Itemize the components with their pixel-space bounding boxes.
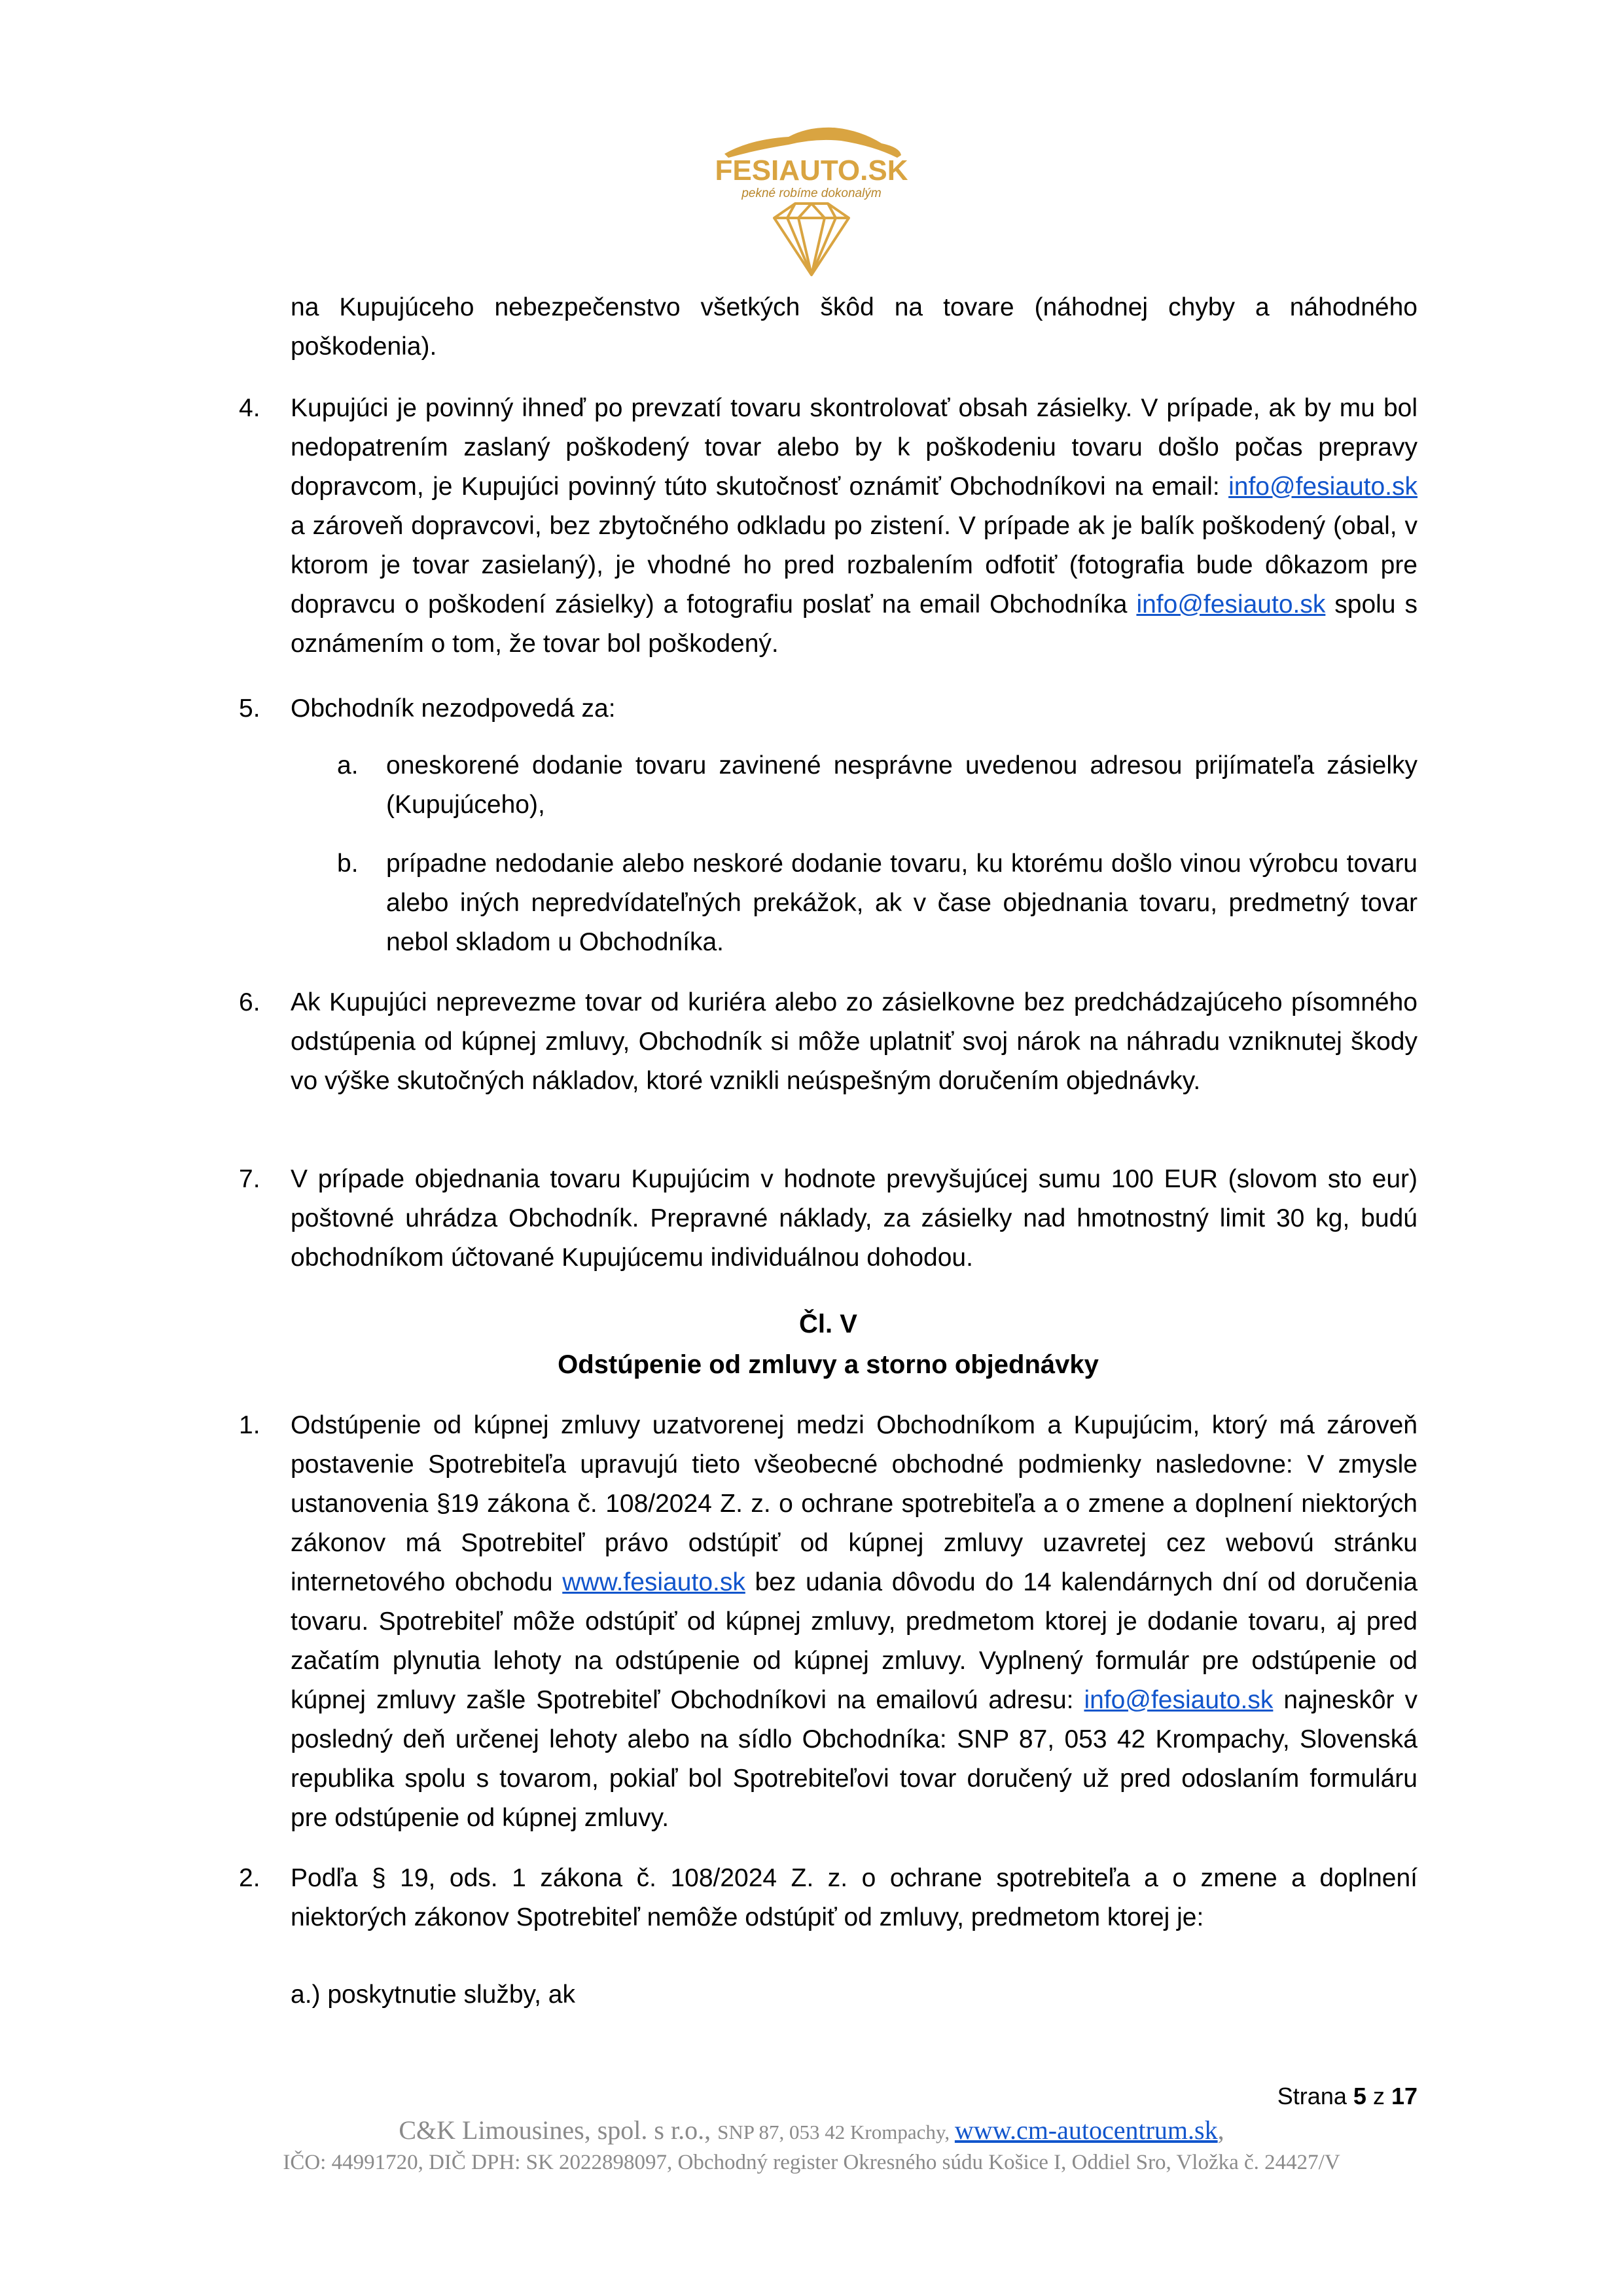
item-number: 1. xyxy=(239,1411,260,1439)
fesiauto-logo xyxy=(710,121,913,281)
car-silhouette-icon xyxy=(724,128,901,158)
item-number: 6. xyxy=(239,988,260,1016)
item-text: Podľa § 19, ods. 1 zákona č. 108/2024 Z. z. o ochrane spotrebiteľa a o zmene a doplnení niektorých zákonov Spotrebiteľ nemôže odstúpiť od zmluvy, predmetom ktorej je: xyxy=(291,1864,1418,1931)
item-text: Kupujúci je povinný ihneď po prevzatí tovaru skontrolovať obsah zásielky. V prípade, ak by mu bol nedopatrením zaslaný poškodený tovar alebo by k poškodeniu tovaru došlo počas prepravy dopravcom, je Kupujúci povinný túto skutočnosť oznámiť Obchodníkovi na email: info@fesiauto.sk a zároveň dopravcovi, bez zbytočného odkladu po zistení. V prípade ak je balík poškodený (obal, v ktorom je tovar zasielaný), je vhodné ho pred rozbalením odfotiť (fotografia bude dôkazom pre dopravcu o poškodení zásielky) a fotografiu poslať na email Obchodníka info@fesiauto.sk spolu s oznámením o tom, že tovar bol poškodený. xyxy=(291,394,1418,658)
logo-tagline: pekné robíme dokonalým xyxy=(741,187,882,200)
item-text: Odstúpenie od kúpnej zmluvy uzatvorenej medzi Obchodníkom a Kupujúcim, ktorý má zároveň postavenie Spotrebiteľa upravujú tieto všeobecné obchodné podmienky nasledovne: V zmysle ustanovenia §19 zákona č. 108/2024 Z. z. o ochrane spotrebiteľa a o zmene a doplnení niektorých zákonov má Spotrebiteľ právo odstúpiť od kúpnej zmluvy uzavretej cez webovú stránku internetového obchodu www.fesiauto.sk bez udania dôvodu do 14 kalendárnych dní od doručenia tovaru. Spotrebiteľ môže odstúpiť od kúpnej zmluvy, predmetom ktorej je dodanie tovaru, aj pred začatím plynutia lehoty na odstúpenie od kúpnej zmluvy. Vyplnený formulár pre odstúpenie od kúpnej zmluvy zašle Spotrebiteľ Obchodníkovi na emailovú adresu: info@fesiauto.sk najneskôr v posledný deň určenej lehoty alebo na sídlo Obchodníka: SNP 87, 053 42 Krompachy, Slovenská republika spolu s tovarom, pokiaľ bol Spotrebiteľovi tovar doručený už pred odoslaním formuláru pre odstúpenie od kúpnej zmluvy. xyxy=(291,1411,1418,1832)
sub-item-letter: b. xyxy=(337,850,359,878)
item-number: 7. xyxy=(239,1165,260,1193)
item-text: Obchodník nezodpovedá za: xyxy=(291,694,616,723)
email-link[interactable]: info@fesiauto.sk xyxy=(1084,1686,1274,1714)
section-number: Čl. V xyxy=(799,1310,857,1338)
sub-item-text: prípadne nedodanie alebo neskoré dodanie tovaru, ku ktorému došlo vinou výrobcu tovaru alebo iných nepredvídateľných prekážok, ak v čase objednania tovaru, predmetný tovar nebol skladom u Obchodníka. xyxy=(386,850,1418,956)
website-link[interactable]: www.fesiauto.sk xyxy=(562,1568,745,1596)
continuation-paragraph: na Kupujúceho nebezpečenstvo všetkých škôd na tovare (náhodnej chyby a náhodného poškodenia). xyxy=(291,293,1418,361)
logo-brand: FESIAUTO.SK xyxy=(715,154,908,187)
item-number: 4. xyxy=(239,394,260,422)
email-link[interactable]: info@fesiauto.sk xyxy=(1228,473,1418,501)
sub-item-letter: a. xyxy=(337,751,359,780)
item-number: 5. xyxy=(239,694,260,723)
item-text: Ak Kupujúci neprevezme tovar od kuriéra alebo zo zásielkovne bez predchádzajúceho písomného odstúpenia od kúpnej zmluvy, Obchodník si môže uplatniť svoj nárok na náhradu vzniknutej škody vo výške skutočných nákladov, ktoré vznikli neúspešným doručením objednávky. xyxy=(291,988,1418,1095)
section-title: Odstúpenie od zmluvy a storno objednávky xyxy=(558,1350,1099,1379)
sub-item-text: oneskorené dodanie tovaru zavinené nesprávne uvedenou adresou prijímateľa zásielky (Kupujúceho), xyxy=(386,751,1418,819)
page-number: Strana 5 z 17 xyxy=(1277,2083,1418,2109)
item-number: 2. xyxy=(239,1864,260,1892)
email-link[interactable]: info@fesiauto.sk xyxy=(1136,590,1326,619)
item-text: V prípade objednania tovaru Kupujúcim v hodnote prevyšujúcej sumu 100 EUR (slovom sto eur) poštovné uhrádza Obchodník. Prepravné náklady, za zásielky nad hmotnostný limit 30 kg, budú obchodníkom účtované Kupujúcemu individuálnou dohodou. xyxy=(291,1165,1418,1272)
sub-item-a-service: a.) poskytnutie služby, ak xyxy=(291,1981,575,2009)
footer-company-line: C&K Limousines, spol. s r.o., SNP 87, 053 42 Krompachy, www.cm-autocentrum.sk, xyxy=(399,2115,1224,2145)
section-heading xyxy=(239,1304,1418,1385)
footer-registration-line: IČO: 44991720, DIČ DPH: SK 2022898097, Obchodný register Okresného súdu Košice I, Oddiel Sro, Vložka č. 24427/V xyxy=(283,2151,1340,2174)
diamond-icon xyxy=(774,204,849,275)
footer-website-link[interactable]: www.cm-autocentrum.sk xyxy=(954,2115,1218,2145)
